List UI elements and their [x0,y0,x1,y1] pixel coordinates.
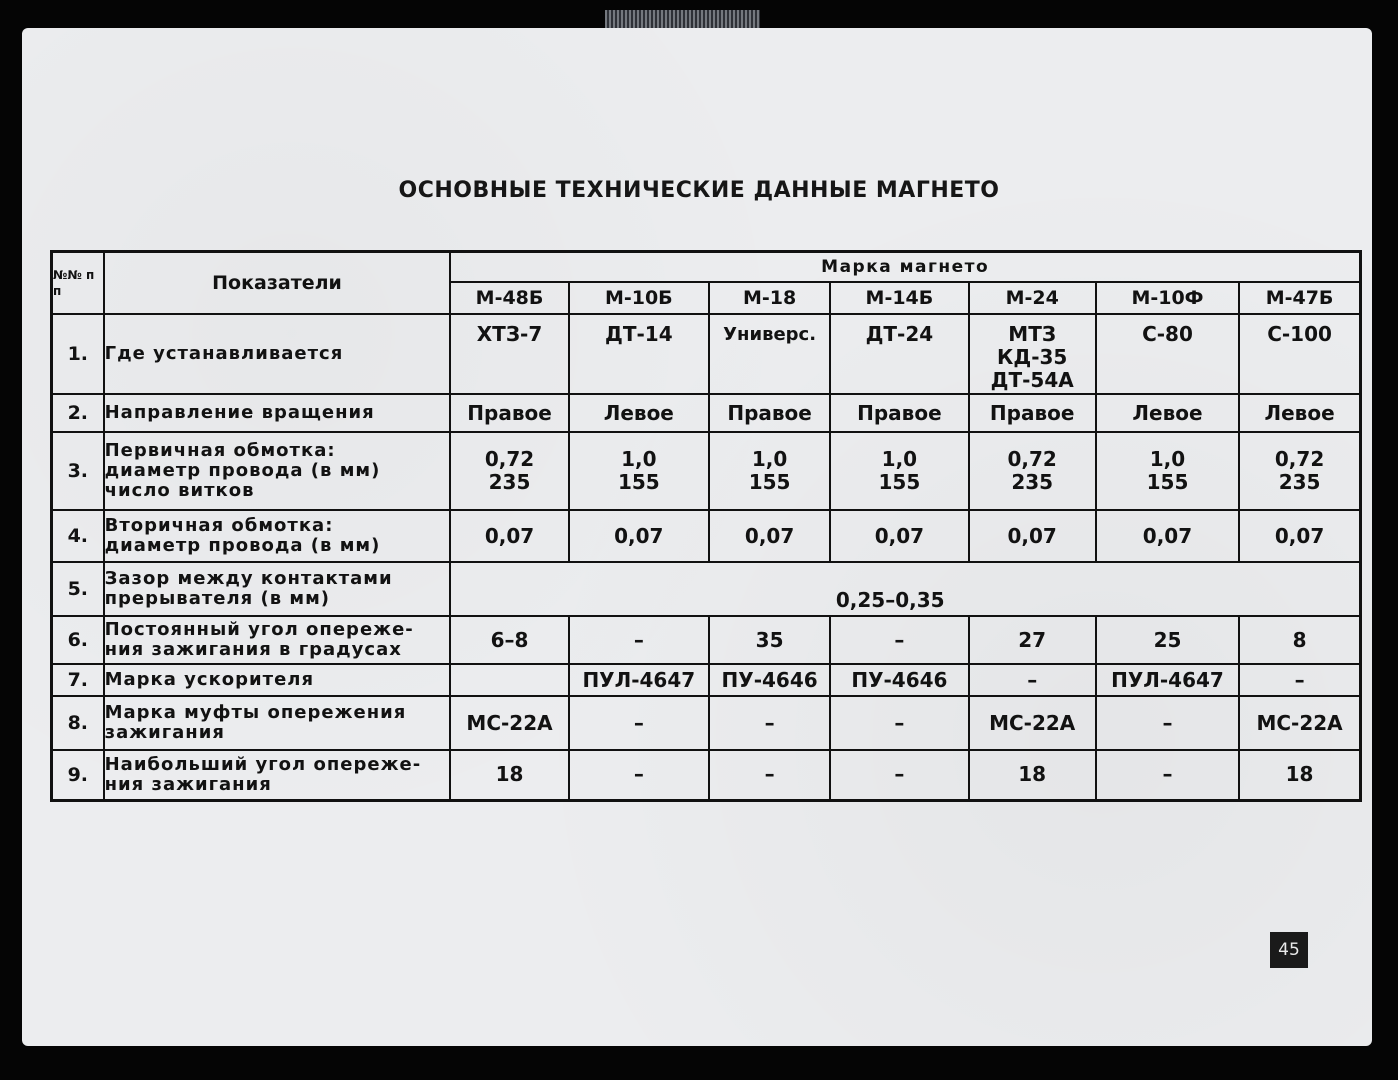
table-cell: – [1096,750,1239,800]
table-cell: – [569,616,709,664]
gap-value: 0,25–0,35 [835,588,945,612]
table-cell: 1,0 155 [830,432,968,510]
table-cell: – [709,696,830,750]
table-cell: Правое [450,394,568,432]
table-cell: 8 [1239,616,1360,664]
num-column-header [52,252,104,315]
table-cell: – [1096,696,1239,750]
row-number: 4. [52,510,104,562]
table-cell: ПУ-4646 [709,664,830,696]
row-parameter: Зазор между контактами прерывателя (в мм) [104,562,451,616]
table-row [52,750,1361,800]
page-number-badge: 45 [1270,932,1308,968]
row-number: 8. [52,696,104,750]
table-cell: 0,72 235 [969,432,1096,510]
table-cell: С-80 [1096,314,1239,394]
table-cell: Левое [1096,394,1239,432]
row-number: 3. [52,432,104,510]
table-cell: 0,07 [1096,510,1239,562]
model-header: М-47Б [1239,282,1360,314]
table-cell [450,664,568,696]
model-header: М-10Б [569,282,709,314]
row-number: 1. [52,314,104,394]
model-header: М-14Б [830,282,968,314]
table-cell: Левое [1239,394,1360,432]
table-cell: – [830,750,968,800]
row-number: 2. [52,394,104,432]
table-cell: Левое [569,394,709,432]
table-cell: С-100 [1239,314,1360,394]
row-parameter: Вторичная обмотка: диаметр провода (в мм) [104,510,451,562]
table-cell: 18 [450,750,568,800]
row-parameter: Где устанавливается [104,314,451,394]
table-cell: 1,0 155 [569,432,709,510]
table-cell: – [830,696,968,750]
row-number: 7. [52,664,104,696]
table-cell: 0,72 235 [1239,432,1360,510]
table-cell: МС-22А [969,696,1096,750]
page-title: ОСНОВНЫЕ ТЕХНИЧЕСКИЕ ДАННЫЕ МАГНЕТО [398,178,1000,203]
table-cell: Правое [969,394,1096,432]
brand-group-header: Марка магнето [450,252,1360,283]
table-cell: – [1239,664,1360,696]
table-cell: ПУ-4646 [830,664,968,696]
row-parameter: Марка муфты опережения зажигания [104,696,451,750]
table-row [52,394,1361,432]
model-header: М-24 [969,282,1096,314]
table-row [52,562,1361,616]
row-number: 5. [52,562,104,616]
table-cell: 18 [969,750,1096,800]
table-cell: ХТЗ-7 [450,314,568,394]
param-column-header: Показатели [104,252,451,315]
row-number: 9. [52,750,104,800]
table-cell: 0,07 [569,510,709,562]
model-header: М-10Ф [1096,282,1239,314]
table-cell: – [569,750,709,800]
magneto-specs-table [50,250,1362,802]
row-parameter: Направление вращения [104,394,451,432]
model-header: М-48Б [450,282,568,314]
table-cell: ДТ-14 [569,314,709,394]
table-cell: – [830,616,968,664]
table-cell: МС-22А [450,696,568,750]
row-parameter: Марка ускорителя [104,664,451,696]
table-cell: МТЗ КД-35 ДТ-54А [969,314,1096,394]
table-cell: 0,07 [969,510,1096,562]
row-parameter: Наибольший угол опереже- ния зажигания [104,750,451,800]
header-row-group [52,252,1361,283]
table-cell: Правое [709,394,830,432]
table-cell: – [569,696,709,750]
table-cell: ДТ-24 [830,314,968,394]
film-edge-strip [605,10,760,30]
table-row [52,510,1361,562]
table-cell: 18 [1239,750,1360,800]
table-cell: Универс. [709,314,830,394]
table-cell: 0,07 [1239,510,1360,562]
table-cell: – [969,664,1096,696]
table-row [52,432,1361,510]
table-cell: 25 [1096,616,1239,664]
table-cell: ПУЛ-4647 [1096,664,1239,696]
table-row [52,664,1361,696]
table-cell: 6–8 [450,616,568,664]
num-column-header-label: №№ п п [53,268,95,298]
row-parameter: Постоянный угол опереже- ния зажигания в градусах [104,616,451,664]
table-cell: 1,0 155 [709,432,830,510]
table-cell: 0,07 [830,510,968,562]
table-cell: 35 [709,616,830,664]
table-cell: – [709,750,830,800]
table-cell: 0,72 235 [450,432,568,510]
table-cell: 0,07 [450,510,568,562]
table-cell: ПУЛ-4647 [569,664,709,696]
table-row [52,314,1361,394]
table-cell: Правое [830,394,968,432]
row-parameter: Первичная обмотка: диаметр провода (в мм) число витков [104,432,451,510]
row-number: 6. [52,616,104,664]
merged-gap-value-cell [450,562,1360,616]
table-cell: 27 [969,616,1096,664]
table-cell: 0,07 [709,510,830,562]
table-row [52,696,1361,750]
table-row [52,616,1361,664]
table-cell: 1,0 155 [1096,432,1239,510]
model-header: М-18 [709,282,830,314]
table-cell: МС-22А [1239,696,1360,750]
